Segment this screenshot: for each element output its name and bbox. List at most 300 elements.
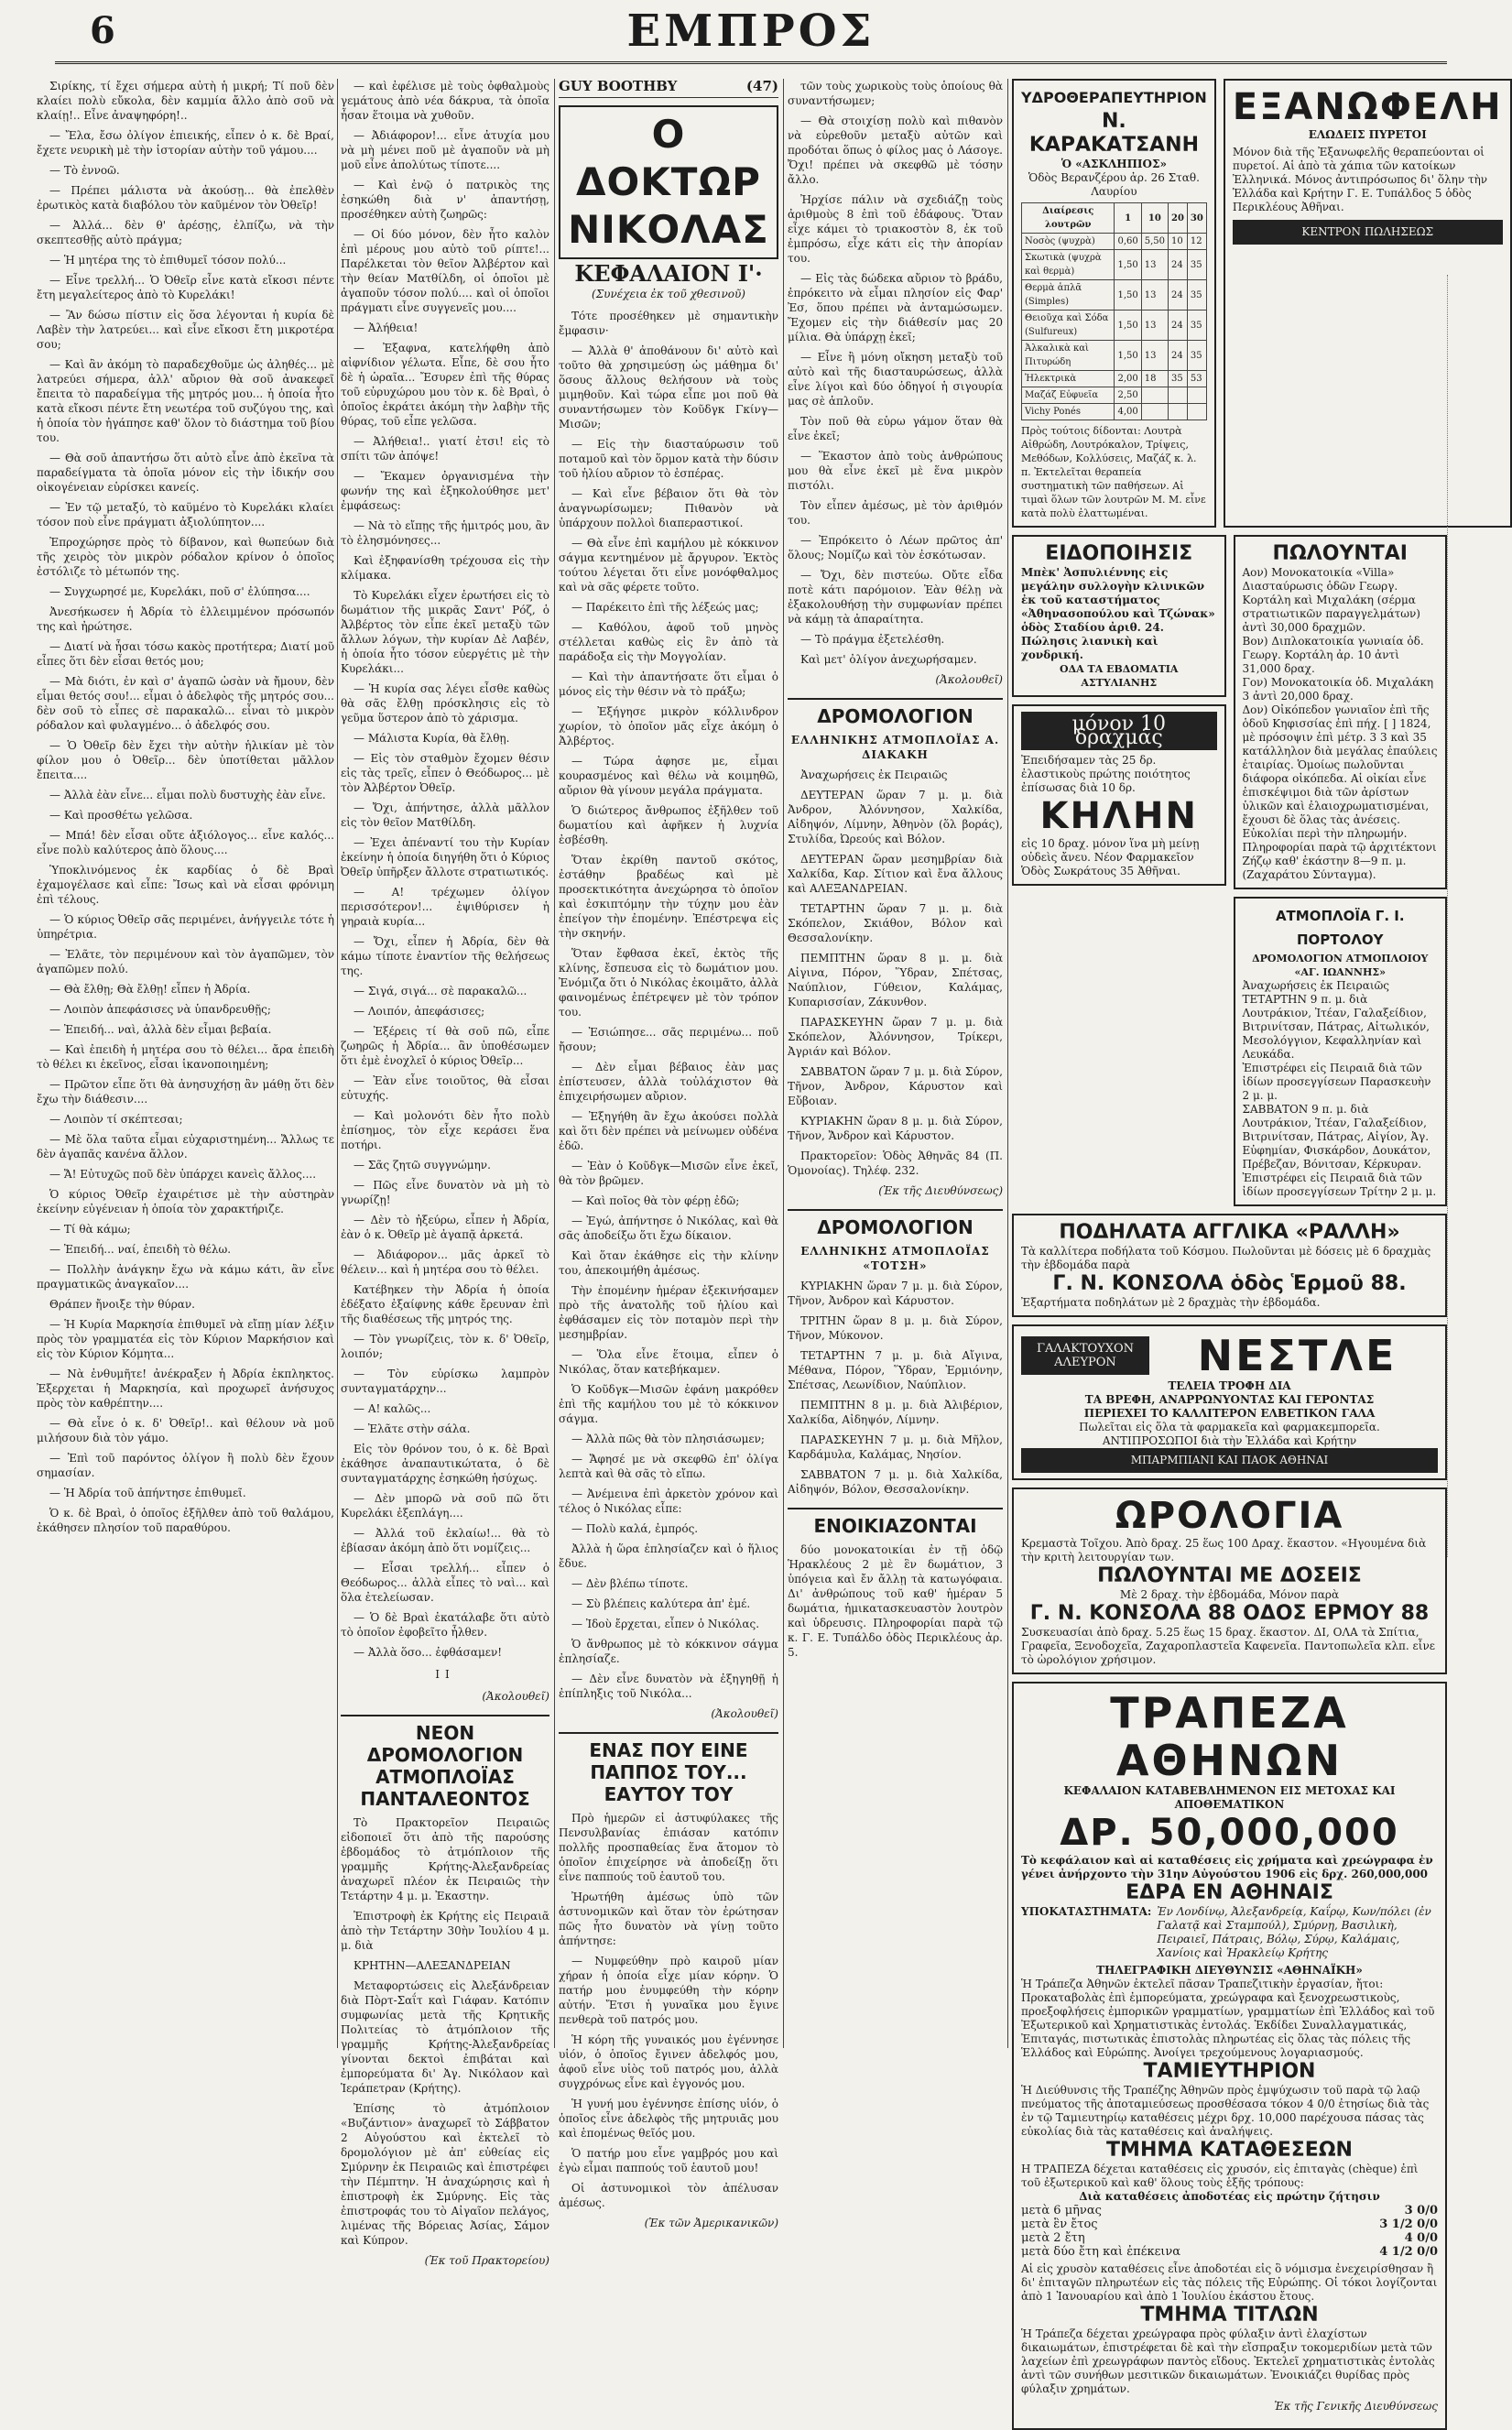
paragraph: — Θὰ στοιχίσῃ πολὺ καὶ πιθανὸν νὰ εὑρεθοῦν μεταξὺ αὐτῶν καὶ προδόται ὅπως ὁ φίλος μας ὁ Λάσογε. Ὄχι! πρέπει νὰ σκεφθῶ μὲ τόσην ἄλλο. [788,114,1003,186]
paragraph: — Μάλιστα Κυρία, θὰ ἔλθῃ. [354,732,510,745]
paragraph: ΤΕΤΑΡΤΗΝ ὥραν 7 μ. μ. διὰ Σκόπελον, Σκιάθον, Βόλον καὶ Θεσσαλονίκην. [788,902,1003,944]
table-cell: 18 [1141,371,1168,387]
fever-ad [1224,79,1512,528]
paragraph: Ὁ κύριος Ὀθεῖρ ἐχαιρέτισε μὲ τὴν αὐστηρὰν ἐκείνην εὐγένειαν ἡ ὁποία τὸν χαρακτήριζε. [37,1188,334,1215]
paragraph: — Ἔκαμεν ὀργανισμένα τὴν φωνήν της καὶ ἐξηκολούθησε μετ' ἐμφάσεως: [341,470,549,512]
paragraph: ΠΕΜΠΤΗΝ ὥραν 8 μ. μ. διὰ Αἰγινα, Πόρον, Ὕδραν, Σπέτσας, Ναύπλιον, Γύθειον, Καλάμας, Κυπαρισσίαν, Ζάκυνθον. [788,952,1003,1008]
schedule-1-items [788,768,1003,1178]
paragraph: Ὅταν ἔφθασα ἐκεῖ, ἐκτὸς τῆς κλίνης, ἔσπευσα εἰς τὸ δωμάτιον μου. Ἐνόμιζα ὅτι ὁ Νικόλας ἐκοιμᾶτο, ἀλλὰ φαινομένως ἐπέτρεψεν μὲ τὸν τρόπον του. [559,947,778,1019]
orphan-text: Μπὲκ' Ἀσπυλιέννης εἰς μεγάλην συλλογὴν κλινικῶν ἐκ τοῦ καταστήματος «Ἀθηνασοπούλου καὶ Τζώνακ» ὁδὸς Σταδίου ἀριθ. 24. Πώλησις λιανικὴ καὶ χονδρική. [1021,566,1215,661]
securities-sign: Ἐκ τῆς Γενικῆς Διευθύνσεως [1274,2400,1438,2413]
bank-ad [1012,1682,1447,2430]
table-cell [1168,387,1187,404]
paragraph: Πρὸ ἡμερῶν εἰ ἀστυφύλακες τῆς Πενσυλβανίας ἐπιάσαν κατόπιν πολλῆς προσπαθείας ἕνα ἄτομον τὸ ὁποῖον ἐπιχείρησε νὰ ἀποδείξῃ ὅτι εἶνε παππούς τοῦ ἑαυτοῦ του. [559,1812,778,1883]
paragraph: Οἱ ἀστυνομικοὶ τὸν ἀπέλυσαν ἀμέσως. [559,2182,778,2209]
serial-title: Ο ΔΟΚΤΩΡ ΝΙΚΟΛΑΣ [559,105,778,259]
story-continues: (Ἀκολουθεῖ) [482,1690,549,1703]
table-row [1022,311,1207,341]
securities-text: Ἡ Τράπεζα δέχεται χρεώγραφα πρὸς φύλαξιν ἀντὶ ἐλαχίστων δικαιωμάτων, ἐπιστρέφεται δὲ καὶ τὴν εἴσπραξιν τοκομεριδίων μετὰ τῶν λαχείων ἐπὶ χρεωγράφων παντὸς εἴδους. Ἐκτελεῖ χρηματιστικὰς ἐντολὰς ἀντὶ τῶν συνήθων μεσιτικῶν δικαιωμάτων. Ἐνοικιάζει θυρίδας πρὸς φύλαξιν χρημάτων. [1021,2327,1435,2395]
serial-follows: (Ἀκολουθεῖ) [711,1707,778,1720]
paragraph: — Εἰς τὴν διασταύρωσιν τοῦ ποταμοῦ καὶ τὸν ὅρμον κατὰ τὴν δύσιν τοῦ ἡλίου αὔριον τὸ ἑσπέρας. [559,438,778,480]
paragraph: Ἐπιστρέφει εἰς Πειραιᾶ διὰ τῶν ἰδίων προσεγγίσεων Τρίτην 2 μ. μ. [1242,1171,1437,1198]
paragraph: — Ἀλλὰ ἐὰν εἶνε... εἶμαι πολὺ δυστυχὴς ἐὰν εἶνε. [49,789,326,801]
paragraph: — Ἡ κυρία σας λέγει εἶσθε καθὼς θὰ σᾶς ἔλθῃ πρόσκλησις εἰς τὸ γεῦμα ὕστερον ἀπὸ τὸ χάρισμα. [341,682,549,725]
column-2 [341,79,549,2267]
hydro-table-header [1022,203,1207,234]
serial-number: (47) [745,78,778,94]
paragraph: — Δὲν εἶνε δυνατὸν νὰ ἐξηγηθῇ ἡ ἐπίπληξις τοῦ Νικόλα... [559,1673,778,1700]
paragraph: — Ἀλλά τοῦ ἐκλαίω!... θὰ τὸ ἐβίασαν ἀκόμη ἀπὸ ὅτι νομίζεις... [341,1527,549,1554]
table-cell: 4,00 [1115,404,1141,420]
paragraph: — Παρέκειτο ἐπὶ τῆς λέξεώς μας; [571,601,759,614]
table-cell: 13 [1141,250,1168,280]
table-cell: 13 [1141,280,1168,311]
hydro-price-table [1021,202,1207,420]
paragraph: — Ἐπειδή... ναί, ἐπειδὴ τὸ θέλω. [49,1243,232,1256]
bank-subtitle: ΚΕΦΑΛΑΙΟΝ ΚΑΤΑΒΕΒΛΗΜΕΝΟΝ ΕΙΣ ΜΕΤΟΧΑΣ ΚΑΙ ΑΠΟΘΕΜΑΤΙΚΟΝ [1063,1784,1396,1811]
deposit-text: Η ΤΡΑΠΕΖΑ δέχεται καταθέσεις εἰς χρυσόν, εἰς ἐπιταγὰς (chèque) ἐπὶ τοῦ ἐξωτερικοῦ καὶ καθ' ὅλους τοὺς ἑξῆς τρόπους: [1021,2163,1419,2189]
hydro-address: Ὁδὸς Βερανζέρου ἀρ. 26 Σταθ. Λαυρίου [1028,171,1200,198]
paragraph: — Εἶνε ἢ μόνη οἴκηση μεταξὺ τοῦ αὐτὸ καὶ τῆς διασταυρώσεως, ἀλλὰ εἶνε λίγοι καὶ δύο ὁδηγοί ἡ σιγουρία μας σὲ ἁπλοῦν. [788,351,1003,408]
column-rule [783,79,784,2048]
paragraph: — Νὰ ἐνθυμῆτε! ἀνέκραξεν ἡ Ἀδρία ἐκπληκτος. Ἐξερχεται ἡ Μαρκησία, καὶ προχωρεῖ ἀνήσυχος πρὸς τὸν καθρέπτην.... [37,1368,334,1410]
column-3 [559,78,778,2229]
paragraph: — Δὲν βλέπω τίποτε. [571,1577,689,1590]
bank-title: ΤΡΑΠΕΖΑ ΑΘΗΝΩΝ [1110,1688,1349,1785]
paragraph: ΔΕΥΤΕΡΑΝ ὥραν 7 μ. μ. διὰ Ἀνδρον, Ἀλόννησον, Χαλκίδα, Αἰδηψόν, Λίμνην, Ἀθηνὸν (ὅλ βοράς), Στυλίδα, Ὠρεούς καὶ Βόλον. [788,789,1003,845]
clock-text: Κρεμαστὰ Τοῖχου. Ἀπὸ δραχ. 25 ἕως 100 Δραχ. ἕκαστον. «Ηγουμένα διὰ τὴν κριτὴ λειτουργίαν των. [1021,1537,1427,1564]
paragraph: — Ἄ! Εὐτυχῶς ποῦ δὲν ὑπάρχει κανεὶς ἄλλος.... [49,1168,317,1181]
table-cell: Νοσὸς (ψυχρὰ) [1022,234,1115,250]
paragraph: Ἀλλὰ ἡ ὥρα ἐπλησίαζεν καὶ ὁ ἥλιος ἔδυε. [559,1542,778,1570]
paragraph: — Ἀλήθεια! [354,321,419,334]
paragraph: — Ἕκαστον ἀπὸ τοὺς ἀνθρώπους μου θὰ εἶνε ἐκεῖ μὲ ἕνα μικρὸν πιστόλι. [788,450,1003,492]
column-1-text [37,79,334,1535]
paragraph: — Ἐξέρεις τί θὰ σοῦ πῶ, εἶπε ζωηρῶς ἡ Ἀδρία... ἂν ὑποθέσωμεν ὅτι ἐμὲ ἐνοχλεῖ ὁ κύριος Ὀθεῖρ... [341,1025,549,1067]
table-cell: 5,50 [1141,234,1168,250]
serial-chapter: ΚΕΦΑΛΑΙΟΝ Ι'· [574,260,763,287]
paragraph: — Τὸ πράγμα ἐξετελέσθη. [800,633,945,646]
paragraph: — Ἐλᾶτε στὴν σάλα. [354,1422,471,1435]
paragraph: Εἰς τὸν θρόνον του, ὁ κ. δὲ Βραὶ ἐκάθησε ἀναπαυτικώτατα, ὁ δὲ συνταγματάρχης ἐσηκώθη ἡσύχως. [341,1443,549,1485]
masthead [55,4,1447,64]
paragraph: — Ἀλλὰ ὅσο... ἐφθάσαμεν! [354,1646,503,1659]
paragraph: ΠΑΡΑΣΚΕΥΗΝ 7 μ. μ. διὰ Μῆλον, Καρδάμυλα, Καλάμας, Νησίον. [788,1433,1003,1461]
orphan-footer: ΟΔΑ ΤΑ ΕΒΔΟΜΑΤΙΑ ΑΣΤΥΛΙΑΝΗΣ [1060,663,1179,689]
nestle-line-1: ΤΕΛΕΙΑ ΤΡΟΦΗ ΔΙΑ [1168,1379,1291,1392]
rate-value: 3 1/2 0/0 [1379,2218,1438,2231]
paragraph: Αον) Μονοκατοικία «Villa» Διασταύρωσις ὁδῶν Γεωργ. Κορτάλη καὶ Μιχαλάκη (σέρμα στρατιωτικῶν παραγγελμάτων) ἀντὶ 30,000 δραχμῶν. [1242,566,1420,634]
savings-text: Ἡ Διεύθυνσις τῆς Τραπέζης Ἀθηνῶν πρὸς ἐμψύχωσιν τοῦ παρὰ τῷ λαῷ πνεύματος τῆς ἀποταμιεύσεως προσθέσασα τόκον 4 0/0 ἐτησίως διὰ τὰς ἐν τῷ Ταμιευτηρίῳ καταθέσεις μέχρι δρχ. 10,000 παρέχουσα πάσας τὰς εὐκολίας διὰ τὰς καταθέσεις καὶ ἀναλήψεις. [1021,2084,1430,2138]
rate-value: 3 0/0 [1404,2204,1438,2218]
rate-value: 4 1/2 0/0 [1379,2245,1438,2259]
paragraph: — Ὅλα εἶνε ἕτοιμα, εἶπεν ὁ Νικόλας, ὅταν κατεβήκαμεν. [559,1348,778,1376]
rent-text: δύο μονοκατοικίαι ἐν τῇ ὁδῷ Ἡρακλέους 2 μὲ ἓν δωμάτιον, 3 ὑπόγεια καὶ ἔν ἄλλῃ τὰ κατωγόφαια. Δι' ἀνθρώπους τοῦ καθ' ἡμέραν 5 δωμάτια, ἡμικατασκευαστὸν λουτρὸν καὶ ὑδρευσις. Πληροφορίαι παρὰ τῷ κ. Γ. Ε. Τυπάλδο ὁδὸς Περικλέους ἀρ. 5. [788,1543,1003,1659]
ferry-items [1243,979,1439,1199]
paragraph: — Πῶς εἶνε δυνατὸν νὰ μὴ τὸ γνωρίζῃ! [341,1179,549,1206]
paragraph: — Καὶ ἂν ἀκόμη τὸ παραδεχθοῦμε ὡς ἀληθές... μὲ λατρεύει σήμερα, ἀλλ' αὔριον θὰ σοῦ ἀνακεφεῖ ἔπειτα τὸ παραδείγμα τῆς μητρός μου... ἡ ὁποία ἦτο κατὰ εἴκοσι πέντε ἔτη νεωτέρα τοῦ συζύγου της, καὶ ἡ ὁποία τὸν ἠγάπησε καθ' ὅλον τὸ διάστημα τοῦ βίου του. [37,358,334,444]
paragraph: — Ἀνέμεινα ἐπὶ ἀρκετὸν χρόνον καὶ τέλος ὁ Νικόλας εἶπε: [559,1487,778,1515]
paragraph: — Νυμφεύθην πρὸ καιροῦ μίαν χήραν ἡ ὁποία εἶχε μίαν κόρην. Ὁ πατήρ μου ἐνυμφεύθη τὴν κόρην αὐτήν. Ἔτσι ἡ γυναῖκα μου ἔγινε πενθερὰ τοῦ πατρός μου. [559,1955,778,2026]
paragraph: — Εἶσαι τρελλή... εἶπεν ὁ Θεόδωρος... ἀλλὰ εἶπες τὸ ναὶ... καὶ ὅλα ἐτελείωσαν. [341,1562,549,1604]
grandfather-heading: ΕΝΑΣ ΠΟΥ ΕΙΝΕ ΠΑΠΠΟΣ ΤΟΥ... ΕΑΥΤΟΥ ΤΟΥ [559,1732,778,1805]
hydro-name: Ν. ΚΑΡΑΚΑΤΣΑΝΗ [1028,110,1199,157]
paragraph: — Τὸν εὑρίσκω λαμπρὸν συνταγματάρχην... [341,1368,549,1395]
paragraph: — Θὰ σοῦ ἀπαντήσω ὅτι αὐτὸ εἶνε ἀπὸ ἐκεῖνα τὰ παραδείγματα τὰ ὁποῖα μόνον εἰς τὴν ἰδικήν σου οἰκογένειαν εὑρίσκει κανείς. [37,452,334,494]
table-cell [1187,404,1206,420]
bank-seat: ΕΔΡΑ ΕΝ ΑΘΗΝΑΙΣ [1126,1881,1333,1904]
table-cell: 10 [1168,234,1187,250]
paragraph: Μεταφορτώσεις εἰς Ἀλεξάνδρειαν διὰ Πὸρτ-Σαΐτ καὶ Γιάφαν. Κατόπιν συμφωνίας μετὰ τῆς Κρητικῆς Πολιτείας τὸ ἀτμόπλοιον τῆς γραμμῆς Κρήτης-Ἀλεξανδρείας γίνονται δεκτοὶ ἐπιβάται καὶ ἐμπορεύματα δι' Ἀγ. Νικόλαον καὶ Ἱεράπετραν (Κρήτης). [341,1979,549,2095]
table-cell [1141,404,1168,420]
column-2-text [341,79,549,1660]
paragraph: — Ἐξήγησε μικρὸν κόλλινδρον χωρίον, τὸ ὁποῖον μᾶς εἶχε ἀκόμη ὁ Ἀλβέρτος. [559,705,778,747]
table-cell: 35 [1187,280,1206,311]
savings-title: ΤΑΜΙΕΥΤΗΡΙΟΝ [1143,2060,1316,2083]
paragraph: — Δὲν τὸ ἠξεύρω, εἶπεν ἡ Ἀδρία, ἐὰν ὁ κ. Ὀθεῖρ μὲ ἀγαπᾷ ἀρκετά. [341,1214,549,1241]
paragraph: Ὁ κ. δὲ Βραὶ, ὁ ὁποῖος ἐξῆλθεν ἀπὸ τοῦ θαλάμου, ἐκάθησεν πλησίον τοῦ παραθύρου. [37,1507,334,1534]
table-row [1022,341,1207,371]
paragraph: ΠΑΡΑΣΚΕΥΗΝ ὥραν 7 μ. μ. διὰ Σκόπελον, Ἀλόννησον, Τρίκερι, Ἀγριάν καὶ Βόλον. [788,1016,1003,1058]
paragraph: Τὸν ποῦ θὰ εὑρω γάμον ὅταν θὰ εἶνε ἐκεῖ; [788,415,1003,442]
ferry-ad [1234,897,1448,1206]
paragraph: — Λοιπὸν τί σκέπτεσαι; [49,1113,183,1126]
nestle-line-3: ΠΕΡΙΕΧΕΙ ΤΟ ΚΑΛΛΙΤΕΡΟΝ ΕΛΒΕΤΙΚΟΝ ΓΑΛΑ [1083,1407,1376,1420]
paragraph: — Ἀδιάφορον!... εἶνε ἀτυχία μου νὰ μὴ μένει ποῦ μὲ ἀγαποῦν νὰ μὴ μοῦ εἶνε ἀπολύτως τίποτε.... [341,129,549,171]
table-row [1022,404,1207,420]
paragraph: — Ἐπειδή... ναὶ, ἀλλὰ δὲν εἶμαι βεβαία. [49,1023,272,1036]
paragraph: — Ἡ Κυρία Μαρκησία ἐπιθυμεῖ νὰ εἴπῃ μίαν λέξιν πρὸς τὸν γραμματέα εἰς τὸν Κύριον Μαρκήσιον καὶ εἰς τὸν Κύριον Κόμητα... [37,1318,334,1360]
bike-note: Ἐξαρτήματα ποδηλάτων μὲ 2 δραχμὰς τὴν ἑβδομάδα. [1021,1296,1321,1309]
paragraph: — Εἰς τὸν σταθμὸν ἔχομεν θέσιν εἰς τὰς τρεῖς, εἶπεν ὁ Θεόδωρος... μὲ τὸν Ἀλβέρτον Ὀθεῖρ. [341,752,549,794]
fever-stamp: ΚΕΝΤΡΟΝ ΠΩΛΗΣΕΩΣ [1233,220,1503,245]
fever-text: Μόνον διὰ τῆς Ἐξανωφελῆς θεραπεύονται οἱ πυρετοί. Αἱ ἀπὸ τὰ χάπια τῶν κατοίκων Ἐλληνικά. Μόνος ἀντιπρόσωπος δι' ὅλην τὴν Ἑλλάδα καὶ Κρήτην Γ. Ε. Τυπάλδος 5 ὁδὸς Περικλέους Ἀθῆναι. [1232,146,1488,213]
rent-title: ΕΝΟΙΚΙΑΖΟΝΤΑΙ [788,1508,1003,1537]
paragraph: — Σᾶς ζητῶ συγγνώμην. [354,1159,491,1171]
rate-term: μετὰ 2 ἔτη [1021,2231,1085,2245]
paragraph: — Ἀλήθεια!.. γιατί ἐτσι! εἰς τὸ σπίτι τῶν ἀπόψε! [341,435,549,463]
fever-subtitle: ΕΛΩΔΕΙΣ ΠΥΡΕΤΟΙ [1308,128,1427,141]
table-cell: Ἠλεκτρικὰ [1022,371,1115,387]
paragraph: — Ἄφησέ με νὰ σκεφθῶ ἐπ' ὀλίγα λεπτὰ καὶ θὰ σᾶς τὸ εἴπω. [559,1453,778,1480]
elastic-price: μόνον 10 δραχμάς [1021,712,1217,750]
schedule-1-subtitle: ΕΛΛΗΝΙΚΗΣ ΑΤΜΟΠΛΟΪΑΣ Α. ΔΙΑΚΑΚΗ [790,734,1000,761]
serial-text [559,309,778,1701]
nestle-left: ΓΑΛΑΚΤΟΥΧΟΝ ΑΛΕΥΡΟΝ [1021,1336,1149,1375]
paragraph: ΣΑΒΒΑΤΟΝ 7 μ. μ. διὰ Χαλκίδα, Αἰδηψόν, Βόλον, Θεσσαλονίκην. [788,1468,1003,1496]
bike-ad [1012,1214,1447,1317]
paragraph: — Σιγά, σιγά... σὲ παρακαλῶ... [354,985,528,997]
paragraph: Τὴν ἐπομένην ἡμέραν ἐξεκινήσαμεν πρὸ τῆς ἀνατολῆς τοῦ ἡλίου καὶ ἐφθάσαμεν εἰς τὸν ποταμὸν περὶ τὴν μεσημβρίαν. [559,1284,778,1341]
fever-title: ΕΞΑΝΩΦΕΛΗ [1232,86,1503,128]
table-cell: 13 [1141,311,1168,341]
bank-branches-label: ΥΠΟΚΑΤΑΣΤΗΜΑΤΑ: [1021,1905,1152,1918]
table-cell: 2,50 [1115,387,1141,404]
paragraph: — Ἐλᾶτε, τὸν περιμένουν καὶ τὸν ἀγαπῶμεν, τὸν ἀγαπῶμεν πολύ. [37,948,334,975]
deposit-rates [1021,2204,1438,2259]
nestle-header [1021,1332,1438,1379]
paragraph: Θράπεν ἤνοιξε τὴν θύραν. [49,1298,195,1311]
orphan-title: ΕΙΔΟΠΟΙΗΣΙΣ [1045,542,1193,565]
install-dealer: Γ. Ν. ΚΟΝΣΟΛΑ 88 ΟΔΟΣ ΕΡΜΟΥ 88 [1029,1602,1430,1625]
bank-branches: Ἐν Λονδίνῳ, Ἀλεξανδρείᾳ, Καΐρῳ, Κων/πόλει (ἐν Γαλατᾷ καὶ Σταμπούλ), Σμύρνῃ, Βασιλικὴ, Πειραιεῖ, Πάτραις, Βόλῳ, Σύρῳ, Καλάμαις, Χανίοις καὶ Ἡρακλείῳ Κρήτης [1157,1905,1431,1959]
paragraph: — Ἐπρόκειτο ὁ Λέων πρῶτος ἀπ' ὅλους; Νομίζω καὶ τὸν ἐσκότωσαν. [788,534,1003,561]
table-cell: 24 [1168,280,1187,311]
paragraph: Ἀναχωρήσεις ἐκ Πειραιῶς [1242,979,1390,992]
table-cell: 1,50 [1115,311,1141,341]
paragraph: Τὸν εἶπεν ἀμέσως, μὲ τὸν ἀριθμόν του. [788,499,1003,527]
paragraph: — Σὺ βλέπεις καλύτερα ἀπ' ἐμέ. [571,1597,751,1610]
paragraph: ΚΥΡΙΑΚΗΝ ὥραν 7 μ. μ. διὰ Σύρον, Τῆνον, Ἀνδρον καὶ Κάρυστον. [788,1280,1003,1307]
paragraph: — Α! τρέχωμεν ὀλίγον περισσότερον!... ἐψιθύρισεν ἡ γηραιὰ κυρία... [341,886,549,928]
paragraph: — Θὰ ἔλθῃ; Θὰ ἔλθῃ! εἶπεν ἡ Ἀδρία. [49,983,251,996]
table-header-cell: Διαίρεσις λουτρῶν [1022,203,1115,234]
paragraph: — Εἶνε τρελλή... Ὁ Ὀθεῖρ εἶνε κατὰ εἴκοσι πέντε ἔτη μεγαλείτερος ἀπὸ τὸ Κυρελάκι! [37,274,334,301]
paragraph: — Ἰδοὺ ἔρχεται, εἶπεν ὁ Νικόλας. [571,1618,760,1630]
paragraph: — Ἡ Ἀδρία τοῦ ἀπήντησε ἐπιθυμεῖ. [49,1487,246,1499]
table-cell: 24 [1168,311,1187,341]
hydro-table-body [1022,234,1207,420]
paragraph: — Πολὺ καλά, ἐμπρός. [571,1522,699,1535]
paragraph: Ἡ γυνή μου ἐγέννησε ἐπίσης υἱόν, ὁ ὁποῖος εἶνε ἀδελφὸς τῆς μητρυιᾶς μου καὶ ἑπομένως θεῖός μου. [559,2098,778,2140]
schedule-1-sign: (Ἐκ τῆς Διευθύνσεως) [878,1184,1003,1197]
paragraph: — Καὶ ἐνῷ ὁ πατρικὸς της ἐσηκώθη διὰ ν' ἀπαντήσῃ, προσέθηκεν αὐτὴ ζωηρῶς: [341,179,549,221]
table-header-cell: 30 [1187,203,1206,234]
paragraph: — Ἀλλὰ πῶς θὰ τὸν πλησιάσωμεν; [571,1433,765,1445]
rate-value: 4 0/0 [1404,2231,1438,2245]
table-cell: 0,60 [1115,234,1141,250]
deposit-title: ΤΜΗΜΑ ΚΑΤΑΘΕΣΕΩΝ [1106,2139,1353,2162]
rate-term: μετὰ δύο ἔτη καὶ ἐπέκεινα [1021,2245,1181,2259]
nestle-line-6: ΜΠΑΡΜΠΙΑΝΙ ΚΑΙ ΠΑΟΚ ΑΘΗΝΑΙ [1021,1448,1438,1473]
table-cell [1141,387,1168,404]
table-cell: 13 [1141,341,1168,371]
paragraph: — Ἀδιάφορον... μᾶς ἀρκεῖ τὸ θέλειν... καὶ ἡ μητέρα σου τὸ θέλει. [341,1248,549,1276]
rate-row [1021,2218,1438,2231]
paragraph: — Ἀλλὰ θ' ἀποθάνουν δι' αὐτὸ καὶ τοῦτο θὰ χρησιμεύσῃ ὡς μάθημα δι' ὅσους ἄλλους θελήσουν νὰ τοὺς μιμηθοῦν. Καὶ τώρα εἶπε μοι ποῦ θὰ συναντήσωμεν τὸν Κοῦδγκ Γκίνγ—Μισῶν; [559,344,778,430]
paragraph: ΚΡΗΤΗΝ—ΑΛΕΞΑΝΔΡΕΙΑΝ [354,1959,511,1972]
rate-row [1021,2245,1438,2259]
table-cell: Θειοῦχα καὶ Σόδα (Sulfureux) [1022,311,1115,341]
paragraph: Ἠρωτήθη ἀμέσως ὑπὸ τῶν ἀστυνομικῶν καὶ ὅταν τὸν ἐρώτησαν πῶς ἦτο δυνατὸν νὰ γίνῃ τοῦτο ἀπήντησε: [559,1891,778,1947]
table-row [1022,387,1207,404]
paragraph: ΤΡΙΤΗΝ ὥραν 8 μ. μ. διὰ Σύρον, Τῆνον, Μύκονον. [788,1314,1003,1342]
securities-title: ΤΜΗΜΑ ΤΙΤΛΩΝ [1140,2304,1319,2326]
paragraph: — Ἐγώ, ἀπήντησε ὁ Νικόλας, καὶ θὰ σᾶς ἀποδείξω ὅτι ἔχω δίκαιον. [559,1215,778,1242]
rate-row [1021,2231,1438,2245]
middle-left-ads [1012,535,1226,1214]
paragraph: — Δὲν μπορῶ νὰ σοῦ πῶ ὅτι Κυρελάκι ἐξεπλάγη.... [341,1492,549,1520]
paragraph: ΠΕΜΠΤΗΝ 8 μ. μ. διὰ Ἀλιβέριον, Χαλκίδα, Αἰδηψόν, Λίμνην. [788,1399,1003,1426]
paragraph: ΣΑΒΒΑΤΟΝ 9 π. μ. διὰ Λουτράκιον, Ἰτέαν, Γαλαξείδιον, Βιτρινίτσαν, Πάτρας, Αἰγίον, Ἀγ. Εὐφημίαν, Φισκάρδον, Δουκάτον, Πρέβεζαν, Βόνιτσαν, Κέρκυραν. [1242,1103,1431,1171]
paragraph: — Οἱ δύο μόνον, δὲν ἦτο καλὸν ἐπὶ μέρους μου αὐτὸ τοῦ ρίπτε!... Παρέλκεται τὸν θεῖον Ἀλβέρτον καὶ τὴν θείαν Ματθίλδη, οἱ ὁποῖοι μὲ ἀγαποῦν τόσον πολύ.... καὶ οἱ ὁποῖοι πράγματι εἶνε συγγενεῖς μου.... [341,228,549,314]
sale-ad [1234,535,1448,889]
paragraph: — Α! καλῶς... [354,1402,431,1415]
paragraph: — Ἀλλά... δὲν θ' ἀρέσῃς, ἐλπίζω, νὰ τὴν σκεπτεσθῇς αὐτὸ πράγμα; [37,219,334,246]
advertisements [1012,79,1503,2413]
table-cell: Vichy Ponés [1022,404,1115,420]
serial-author: GUY BOOTHBY [559,78,678,94]
table-cell [1168,404,1187,420]
table-cell: 2,00 [1115,371,1141,387]
paragraph: — Ἔλα, ἔσω ὀλίγον ἐπιεικής, εἶπεν ὁ κ. δὲ Βραί, ἔχετε νευρικὴ μὲ τὴν ἱστορίαν αὐτὴν τοῦ γάμου.... [37,129,334,157]
paragraph: Τότε προσέθηκεν μὲ σημαντικὴν ἔμφασιν· [559,310,778,337]
ferry-title: ΑΤΜΟΠΛΟΪΑ Γ. Ι. ΠΟΡΤΟΛΟΥ [1275,908,1405,948]
paragraph: ΚΥΡΙΑΚΗΝ ὥραν 8 μ. μ. διὰ Σύρον, Τῆνον, Ἄνδρον καὶ Κάρυστον. [788,1115,1003,1142]
paragraph: — Ἐπὶ τοῦ παρόντος ὀλίγον ἢ πολὺ δὲν ἔχουν σημασίαν. [37,1452,334,1479]
table-cell: 35 [1187,311,1206,341]
paragraph: — Τί θὰ κάμω; [49,1223,131,1236]
nestle-line-2: ΤΑ ΒΡΕΦΗ, ΑΝΑΡΡΩΝΥΟΝΤΑΣ ΚΑΙ ΓΕΡΟΝΤΑΣ [1084,1393,1375,1406]
paragraph: — Καὶ ἐπειδὴ ἡ μητέρα σου τὸ θέλει... ἄρα ἐπειδὴ τὸ θέλει κι ἐκεῖνος, εἶσαι ἱκανοποιημένη; [37,1043,334,1071]
install-note: Συσκευασίαι ἀπὸ δραχ. 5.25 ἕως 15 δραχ. ἕκαστον. ΔΙ, ΟΛΑ τὰ Σπίτια, Γραφεῖα, Ξενοδοχεῖα, Ζαχαροπλαστεῖα Καφενεῖα. Παντοπωλεῖα κλπ. εἶνε τὸ ὡρολόγιον χρήσιμον. [1021,1626,1435,1666]
bike-dealer: Γ. Ν. ΚΟΝΣΟΛΑ ὁδὸς Ἑρμοῦ 88. [1052,1272,1407,1295]
paragraph: ΔΕΥΤΕΡΑΝ ὥραν μεσημβρίαν διὰ Χαλκίδα, Καρ. Σίτιον καὶ ἔνα ἄλλους καὶ ΑΛΕΞΑΝΔΡΕΙΑΝ. [788,853,1003,895]
gold-text: Αἱ εἰς χρυσὸν καταθέσεις εἶνε ἀποδοτέαι εἰς ὃ νόμισμα ἐνεχειρίσθησαν ἢ δι' ἐπιταγῶν πληρωτέων εἰς τὰς πόλεις τῆς Εὐρώπης. Οἱ τόκοι λογίζονται ἀπὸ 1 Ἰανουαρίου καὶ ἀπὸ 1 Ἰουλίου ἑκάστου ἔτους. [1021,2262,1438,2303]
schedule-2-title: ΔΡΟΜΟΛΟΓΙΟΝ [788,1209,1003,1238]
paragraph: Ἡ κόρη τῆς γυναικός μου ἐγέννησε υἱόν, ὁ ὁποῖος ἔγινεν ἀδελφός μου, ἀφοῦ εἶνε υἱὸς τοῦ πατρός μου, ἀλλὰ συγχρόνως εἶνε καὶ ἐγγονός μου. [559,2033,778,2090]
table-cell: Ἀλκαλικὰ καὶ Πιτυρώδη [1022,341,1115,371]
paragraph: Καὶ ὅταν ἐκάθησε εἰς τὴν κλίνην του, ἀπεκοιμήθη ἀμέσως. [559,1249,778,1277]
paragraph: — Ὄχι, ἀπήντησε, ἀλλὰ μᾶλλον εἰς τὸν θεῖον Ματθίλδη. [341,801,549,829]
paragraph: — Πρῶτον εἶπε ὅτι θὰ ἀνησυχήσῃ ἂν μάθῃ ὅτι δὲν ἔχω τὴν διάθεσιν.... [37,1078,334,1106]
paragraph: — Διατί νὰ ἦσαι τόσω κακὸς προτήτερα; Διατί μοῦ εἶπες ὅτι δὲν εἶσαι θετός μου; [37,640,334,668]
paragraph: Σιρίκης, τί ἔχει σήμερα αὐτὴ ἡ μικρή; Τί ποῦ δὲν κλαίει πολὺ εὔκολα, δὲν καμμία ἄλλο ἀπὸ σοῦ νὰ κλαίῃ!.. Εἶνε ἀναψηφόρη!.. [37,80,334,122]
paragraph: — Ὄχι, δὲν πιστεύω. Οὔτε εἶδα ποτὲ κάτι παρόμοιον. Ἐὰν θέλῃ νὰ ἐξακολουθήσῃ τὴν συμφωνίαν πρέπει νὰ κάμῃ τὰ ἀπαραίτητα. [788,569,1003,626]
paragraph: Ἐπροχώρησε πρὸς τὸ δίβανον, καὶ θωπεύων διὰ τῆς χειρὸς τὸν μικρὸν ρόδαλον κρίνον ὁ ὁποῖος ἐστόλιζε τὸ μέτωπόν της. [37,536,334,578]
table-cell: 1,50 [1115,250,1141,280]
paragraph: Ἀνεσήκωσεν ἡ Ἀδρία τὸ ἐλλειμμένον πρόσωπόν της καὶ ἠρώτησε. [37,605,334,633]
install-text: Μὲ 2 δραχ. τὴν ἑβδομάδα, Μόνον παρὰ [1119,1588,1340,1601]
paragraph: Κατέβηκεν τὴν Ἀδρία ἡ ὁποία ἐδέξατο ἐξαίφνης κάθε ἔρευναν ἐπὶ τῆς διαθέσεως τῆς μητρός της. [341,1283,549,1325]
schedule-2-subtitle: ΕΛΛΗΝΙΚΗΣ ΑΤΜΟΠΛΟΪΑΣ «ΤΟΤΣΗ» [800,1245,990,1272]
table-cell: 35 [1187,341,1206,371]
schedule-1-title: ΔΡΟΜΟΛΟΓΙΟΝ [788,698,1003,727]
table-header-cell: 10 [1141,203,1168,234]
paragraph: Δον) Οἰκόπεδον γωνιαῖον ἐπὶ τῆς ὁδοῦ Κηφισσίας ἐπὶ πήχ. [ ] 1824, μὲ πρόσοψιν ἐπὶ μέτρ. 3 3 καὶ 35 κατάλληλον διὰ μεγάλας ἐπαύλεις ἐταιρίας. Ὁμοίως πωλοῦνται διάφορα οἰκόπεδα. Αἱ οἰκίαι εἶνε ἐπισκέψιμοι διὰ τῶν ἀρίστων ὑλικῶν καὶ ἐλαιοχρωματισμέναι, ἔχουσι δὲ ὅλας τὰς ἀνέσεις. Εὐκολίαι περὶ τὴν πληρωμήν. Πληροφορίαι παρὰ τῷ ἀρχιτέκτονι Ζήζῳ καθ' ἑκάστην 8—9 π. μ. (Ζαχαράτου Σύνταγμα). [1242,703,1438,881]
paragraph: — Τὸν γνωρίζεις, τὸν κ. δ' Ὀθεῖρ, λοιπόν; [341,1333,549,1360]
grandfather-sign: (Ἐκ τῶν Ἀμερικανικῶν) [644,2217,778,2229]
table-cell: 24 [1168,341,1187,371]
paragraph: — Συγχωρησέ με, Κυρελάκι, ποῦ σ' ἐλύπησα.... [49,585,310,598]
table-row [1022,250,1207,280]
serial-header [559,79,778,98]
paragraph: Καὶ μετ' ὀλίγον ἀνεχωρήσαμεν. [800,653,977,666]
sale-title: ΠΩΛΟΥΝΤΑΙ [1272,542,1408,565]
paragraph: — Νὰ τὸ εἴπῃς τῆς ἡμιτρός μου, ἂν τὸ ἐλησμόνησες... [341,519,549,547]
paragraph: — Ὁ κύριος Ὀθεῖρ σᾶς περιμένει, ἀνήγγειλε τότε ἡ ὑπηρέτρια. [37,913,334,941]
clock-title: ΩΡΟΛΟΓΙΑ [1115,1495,1344,1537]
paragraph: Βον) Διπλοκατοικία γωνιαία ὁδ. Γεωργ. Κορτάλη ἀρ. 10 ἀντὶ 31,000 δραχ. [1242,635,1424,675]
hydro-title: ΥΔΡΟΘΕΡΑΠΕΥΤΗΡΙΟΝ [1021,89,1207,106]
paragraph: Ὁ Κοῦδγκ—Μισῶν ἐφάνη μακρόθεν ἐπὶ τῆς καμήλου του μὲ τὸ κόκκινον σάγμα. [559,1383,778,1425]
column-rule [1007,79,1008,2048]
nestle-line-5: ΑΝΤΙΠΡΟΣΩΠΟΙ διὰ τὴν Ἑλλάδα καὶ Κρήτην [1102,1434,1357,1447]
paragraph: — Ἐὰν εἶνε τοιοῦτος, θὰ εἶσαι εὐτυχής. [341,1074,549,1102]
rate-term: μετὰ ἓν ἔτος [1021,2218,1098,2231]
sale-items [1243,566,1439,882]
hydro-ad [1012,79,1216,528]
paragraph: — Καὶ προσθέτω γελῶσα. [49,809,193,822]
paragraph: — Μὰ διότι, ἐν καὶ σ' ἀγαπῶ ὡσὰν νὰ ἤμουν, δὲν εἶμαι θετός σου!... εἶμαι ὁ ἀδελφὸς τῆς μητρός σου... δὲν σοῦ τὸ εἶπες σὲ παρακαλῶ... εἶναι τὸ μικρὸν ρόδαλον καὶ φυλαγμένο... ὁ ἀδελφός σου. [37,675,334,732]
install-title: ΠΩΛΟΥΝΤΑΙ ΜΕ ΔΟΣΕΙΣ [1097,1564,1362,1587]
paragraph: Ἐπιστρέφει εἰς Πειραιᾶ διὰ τῶν ἰδίων προσεγγίσεων Παρασκευὴν 2 μ. μ. [1242,1062,1431,1102]
paragraph: — Θὰ εἶνε ἐπὶ καμήλου μὲ κόκκινον σάγμα κεντημένον μὲ ἄργυρον. Ἐκτὸς τούτου λέγεται ὅτι εἶνε μονόφθαλμος καὶ νὰ σᾶς φέρετε τοῦτο. [559,537,778,594]
bank-capital: ΔΡ. 50,000,000 [1060,1812,1399,1854]
paragraph: — Καὶ τὴν ἀπαντήσατε ὅτι εἶμαι ὁ μόνος εἰς τὴν θέσιν νὰ τὸ πράξω; [559,670,778,698]
paragraph: — Ἐξαφνα, κατελήφθη ἀπὸ αἰφνίδιον γέλωτα. Εἶπε, δὲ σου ἦτο δὲ ἡ ὡραῖα... Ἔσυρεν ἐπὶ τῆς θύρας τοῦ εὐρυχώρου μου τὸν κ. δὲ Βραὶ, ὁ ὁποῖος ἐκράτει ἀκόμη τὴν λαβὴν τῆς θύρας, τοῦ εἶπε γελῶσα. [341,342,549,428]
paper-title: ΕΜΠΡΟΣ [626,5,876,57]
paragraph: — Λοιπόν, ἀπεφάσισες; [354,1005,485,1018]
paragraph: — Ἐν τῷ μεταξύ, τὸ καϋμένο τὸ Κυρελάκι κλαίει τόσον ποὺ εἶνε πράγματι ἀξιολύπητον.... [37,501,334,528]
paragraph: — Θὰ εἶνε ὁ κ. δ' Ὀθεῖρ!.. καὶ θέλουν νὰ μοῦ μιλήσουν διὰ τὸν γάμο. [37,1417,334,1444]
paragraph: — Εἰς τὰς δώδεκα αὔριον τὸ βράδυ, ἐπρόκειτο νὰ εἶμαι πλησίον εἰς Φαρ' Ἐσ, ὅπου πρέπει νὰ ἀνταμώσωμεν. Ἔχομεν εἰς τὴν διάθεσίν μας 20 μίλια. Θὰ ὑπάρχῃ ἐκεῖ; [788,272,1003,343]
paragraph: — Ὁ δὲ Βραὶ ἐκατάλαβε ὅτι αὐτὸ τὸ ὁποῖον ἐφοβεῖτο ἦλθεν. [341,1611,549,1639]
ferry-subtitle: ΔΡΟΜΟΛΟΓΙΟΝ ΑΤΜΟΠΛΟΙΟΥ «ΑΓ. ΙΩΑΝΝΗΣ» [1252,953,1429,978]
paragraph: τῶν τοὺς χωρικοὺς τοὺς ὁποίους θὰ συναντήσωμεν; [788,80,1003,107]
middle-ads-row [1012,535,1447,1214]
chapter-marker: II [435,1668,455,1681]
paragraph: — Καθόλου, ἀφοῦ τοῦ μηνὸς στέλλεται καθὼς εἰς ἓν ἀπὸ τὰ παράδοξα εἰς τὴν Μογγολίαν. [559,621,778,663]
elastic-brand: ΚΗΛΗΝ [1039,795,1198,837]
paragraph: — Ἐὰν ὁ Κοῦδγκ—Μισῶν εἶνε ἐκεῖ, θὰ τὸν βρῶμεν. [559,1160,778,1187]
bank-branches-row [1021,1905,1438,1960]
paragraph: — Ἐξηγήθη ἂν ἔχω ἀκούσει πολλὰ καὶ ὅτι δὲν πρέπει νὰ μείνωμεν οὐδένα ἐδῶ. [559,1110,778,1152]
paragraph: ΣΑΒΒΑΤΟΝ ὥραν 7 μ. μ. διὰ Σύρον, Τῆνον, Ἀνδρον, Κάρυστον καὶ Εὔβοιαν. [788,1065,1003,1107]
rate-term: μετὰ 6 μῆνας [1021,2204,1102,2218]
table-row [1022,371,1207,387]
bank-telegraph: ΤΗΛΕΓΡΑΦΙΚΗ ΔΙΕΥΘΥΝΣΙΣ «ΑΘΗΝΑΪΚΗ» [1096,1964,1363,1977]
table-cell [1187,387,1206,404]
bike-title: ΠΟΔΗΛΑΤΑ ΑΓΓΛΙΚΑ «ΡΑΛΛΗ» [1059,1221,1400,1244]
table-cell: 35 [1168,371,1187,387]
page-number: 6 [90,9,115,52]
paragraph: — Ὄχι, εἶπεν ἡ Ἀδρία, δὲν θὰ κάμω τίποτε ἐναντίον τῆς θελήσεως της. [341,935,549,977]
paragraph: — Καὶ εἶνε βέβαιον ὅτι θὰ τὸν ἀναγνωρίσωμεν; Πιθανὸν νὰ ὑπάρχουν πολλοὶ διαπεραστικοί. [559,487,778,529]
nestle-line-4: Πωλεῖται εἰς ὅλα τὰ φαρμακεῖα καὶ φαρμακεμπορεῖα. [1079,1421,1380,1433]
paragraph: — Δὲν εἶμαι βέβαιος ἐὰν μας ἐπίστευσεν, ἀλλὰ τοὐλάχιστον θὰ ἐπιχειρήσωμεν αὔριον. [559,1061,778,1103]
paragraph: Ἠρχίσε πάλιν νὰ σχεδιάζῃ τοὺς ἀριθμοὺς 8 ἐπὶ τοῦ ἐδάφους. Ὅταν εἶχε κάμει τὸ τριακοστὸν 8, ἐκ τοῦ ἐμπρόσω, εἶχε κάτι εἰς τὴν ἀπορίαν του. [788,193,1003,265]
column-rule [554,79,555,2048]
paragraph: Καὶ ἐξηφανίσθη τρέχουσα εἰς τὴν κλίμακα. [341,554,549,582]
paragraph: Ἐπίσης τὸ ἀτμόπλοιον «Βυζάντιον» ἀναχωρεῖ τὸ Σάββατον 2 Αὐγούστου καὶ ἐκτελεῖ τὸ δρομολόγιον μὲ ἀπ' εὐθείας εἰς Σμύρνην ἐκ Πειραιῶς καὶ ἐπιστρέφει τὴν Πέμπτην. Ἡ ἀναχώρησις καὶ ἡ ἐπιστροφὴ ἐκ Σμύρνης. Εἰς τὰς ἐπιστροφάς του τὸ Αἰγαῖον πελάγος, λιμένας τῆς Βόρειας Ἀσίας, Σάμον καὶ Κύπρον. [341,2102,549,2247]
middle-right-ads [1234,535,1448,1214]
column-4-text [788,79,1003,667]
deposit-label: Διὰ καταθέσεις ἀποδοτέας εἰς πρώτην ζήτησιν [1079,2190,1380,2203]
hydro-notes: Πρὸς τούτοις δίδονται: Λουτρὰ Αἰθρώδη, Λουτρόκαλον, Τρίψεις, Μεθόδων, Κολλύσεις, Μαζάζ κ. λ. π. Ἐκτελεῖται θεραπεία συστηματικὴ τῶν παθήσεων. Αἱ τιμαὶ ὅλων τῶν λουτρῶν Μ. Μ. εἶνε κατὰ πολὺ ἐλαττωμέναι. [1021,425,1206,519]
paragraph: Ἐπιστροφὴ ἐκ Κρήτης εἰς Πειραιᾶ ἀπὸ τὴν Τετάρτην 30ὴν Ἰουλίου 4 μ. μ. διὰ [341,1910,549,1952]
clock-ad [1012,1487,1447,1674]
column-4 [788,79,1003,2048]
ship-notice-heading: ΝΕΟΝ ΔΡΟΜΟΛΟΓΙΟΝ ΑΤΜΟΠΛΟΪΑΣ ΠΑΝΤΑΛΕΟΝΤΟΣ [341,1715,549,1810]
table-header-cell: 1 [1115,203,1141,234]
paragraph: Ὁ διώτερος ἄνθρωπος ἐξῆλθεν τοῦ δωματίου καὶ ἀφῆκεν ἡ λυχνία ἐσβέσθη. [559,804,778,846]
table-row [1022,280,1207,311]
table-cell: Θερμὰ ἁπλᾶ (Simples) [1022,280,1115,311]
nestle-brand: ΝΕΣΤΛΕ [1197,1331,1398,1380]
table-cell: 24 [1168,250,1187,280]
column-4-follows: (Ἀκολουθεῖ) [935,673,1003,686]
paragraph: — Τώρα ἀφησε με, εἶμαι κουρασμένος καὶ θέλω νὰ κοιμηθῶ, αὔριον θὰ γίνουν μεγάλα πράγματα. [559,755,778,797]
column-rule [337,79,338,2048]
hydro-brand: Ὁ «ΑΣΚΛΗΠΙΟΣ» [1061,158,1167,170]
table-cell: Μαζάζ Εὐφυεῖα [1022,387,1115,404]
paragraph: — Ἐσιώπησε... σᾶς περιμένω... ποῦ ἤσουν; [559,1026,778,1053]
paragraph: Τὸ Κυρελάκι εἶχεν ἐρωτήσει εἰς τὸ δωμάτιον τῆς μικρᾶς Σαντ' Ρόζ, ὁ Ἀλβέρτος τὸν εἶπε ἐκεῖ μεταξὺ τῶν ἄλλων λόγων, τὴν κυρίαν Δὲ Λαβέν, ἡ ὁποία ἦτο τόσον εὐεργέτις μὲ τὴν Κυρελάκι... [341,589,549,675]
bike-text: Τὰ καλλίτερα ποδήλατα τοῦ Κόσμου. Πωλοῦνται μὲ δόσεις μὲ 6 δραχμὰς τὴν ἑβδομάδα παρὰ [1021,1245,1431,1271]
table-cell: 1,50 [1115,341,1141,371]
paragraph: Ὑποκλινόμενος ἐκ καρδίας ὁ δὲ Βραὶ ἐχαμογέλασε καὶ εἶπε: Ἴσως καὶ νὰ εἶσαι φρόνιμη ἐπὶ τέλους. [37,864,334,906]
